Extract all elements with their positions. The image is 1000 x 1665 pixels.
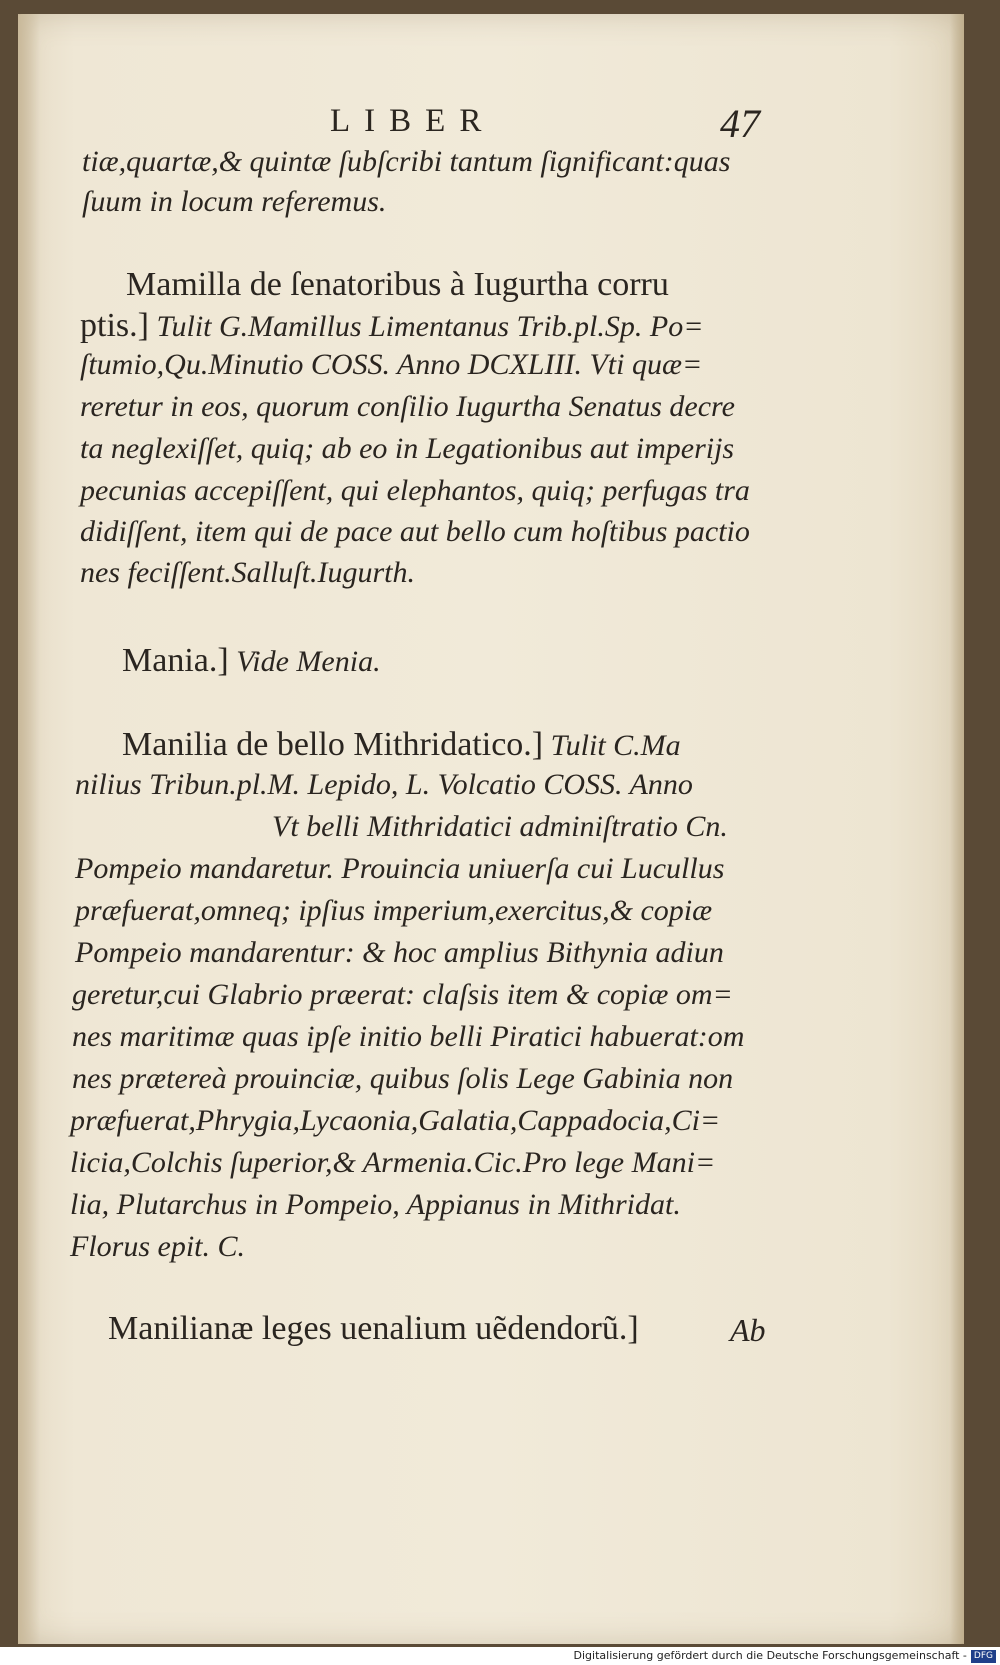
catchword: Ab [730, 1312, 766, 1348]
text-line: Florus epit. C. [70, 1230, 246, 1263]
page-number: 47 [720, 101, 760, 146]
running-head: LIBER [330, 103, 496, 139]
text-line: licia,Colchis ſuperior,& Armenia.Cic.Pro lege Mani= [70, 1146, 716, 1179]
text-line: nes feciſſent.Salluſt.Iugurth. [80, 556, 415, 589]
text-line: didiſſent, item qui de pace aut bello cum hoſtibus pactio [80, 515, 750, 548]
text-line: lia, Plutarchus in Pompeio, Appianus in Mithridat. [70, 1188, 681, 1221]
text-line: Pompeio mandaretur. Prouincia uniuerſa cui Lucullus [75, 852, 725, 885]
text-line: præfuerat,Phrygia,Lycaonia,Galatia,Cappadocia,Ci= [70, 1104, 721, 1137]
entry-heading: Manilia de bello Mithridatico.] Tulit C.Ma [122, 726, 681, 763]
page-edge-shadow [950, 14, 964, 1644]
text-line: nilius Tribun.pl.M. Lepido, L. Volcatio COSS. Anno [75, 768, 693, 801]
text-line: geretur,cui Glabrio præerat: claſsis item & copiæ om= [72, 978, 733, 1011]
text-line: ptis.] Tulit G.Mamillus Limentanus Trib.pl.Sp. Po= [80, 307, 704, 344]
dfg-logo: DFG [971, 1650, 996, 1663]
page-gutter-shadow [18, 14, 40, 1644]
footer-credit: Digitalisierung gefördert durch die Deutsche Forschungsgemeinschaft - [573, 1649, 967, 1662]
text-line: Vt belli Mithridatici adminiſtratio Cn. [272, 810, 728, 843]
entry-heading: Mamilla de ſenatoribus à Iugurtha corru [126, 266, 669, 303]
text-line: nes prætereà prouinciæ, quibus ſolis Lege Gabinia non [72, 1062, 734, 1095]
text-line: ta neglexiſſet, quiq; ab eo in Legationibus aut imperijs [80, 432, 735, 465]
text-line: ſuum in locum referemus. [82, 185, 387, 218]
text-line: pecunias accepiſſent, qui elephantos, quiq; perfugas tra [80, 474, 750, 507]
entry-heading: Mania.] Vide Menia. [122, 642, 381, 679]
text-line: tiæ,quartæ,& quintæ ſubſcribi tantum ſignificant:quas [82, 145, 731, 178]
text-line: reretur in eos, quorum conſilio Iugurtha Senatus decre [80, 390, 735, 423]
text-line: ſtumio,Qu.Minutio COSS. Anno DCXLIII. Vti quæ= [80, 348, 703, 381]
text-line: præfuerat,omneq; ipſius imperium,exercitus,& copiæ [75, 894, 713, 927]
text-line: Pompeio mandarentur: & hoc amplius Bithynia adiun [75, 936, 724, 969]
text-line: nes maritimæ quas ipſe initio belli Piratici habuerat:om [72, 1020, 745, 1053]
digitization-footer [0, 1647, 1000, 1665]
entry-heading: Manilianæ leges uenalium uẽdendorũ.] [108, 1310, 639, 1347]
